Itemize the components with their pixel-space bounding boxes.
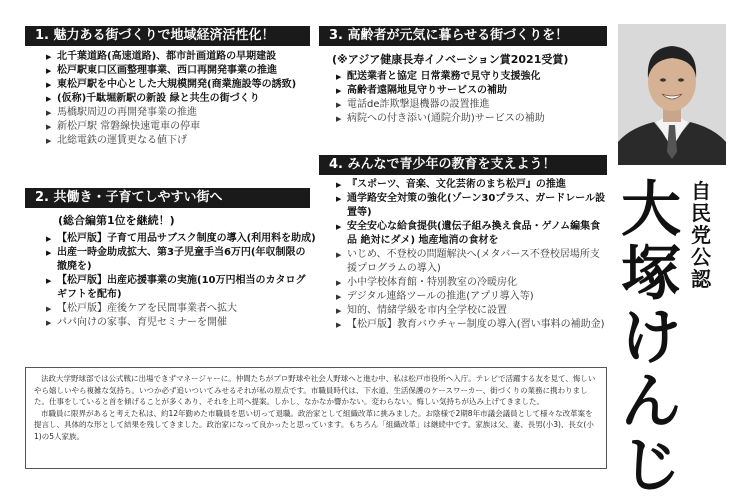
list-item: ▶ 北千葉道路(高速道路)、都市計画道路の早期建設	[46, 50, 310, 64]
candidate-name: 大塚けんじ	[621, 175, 681, 501]
list-item: ▶ 【松戸版】子育て用品サブスク制度の導入(利用料を助成)	[46, 232, 310, 246]
list-item: ▶ 電話de詐欺撃退機器の設置推進	[336, 98, 607, 112]
list-item: ▶ 【松戸版】教育バウチャー制度の導入(習い事料の補助金)	[336, 318, 607, 332]
biography-box	[25, 367, 607, 469]
section-3-list	[336, 70, 607, 126]
list-item: ▶ 東松戸駅を中心とした大規模開発(商業施設等の誘致)	[46, 78, 310, 92]
section-4-title: 4. みんなで青少年の教育を支えよう！	[319, 155, 607, 175]
list-item: ▶ 馬橋駅周辺の再開発事業の推進	[46, 106, 310, 120]
list-item: ▶ 『スポーツ、音楽、文化芸術のまち松戸』の推進	[336, 178, 607, 192]
party-endorsement: 自民党公認	[691, 179, 711, 291]
section-2-subtitle: (総合編第1位を継続！)	[58, 214, 175, 227]
section-2-title: 2. 共働き・子育てしやすい街へ	[25, 188, 310, 208]
list-item: ▶ 安全安心な給食提供(遺伝子組み換え食品・ゲノム編集食品 絶対にダメ) 地産地消の食材を	[336, 220, 607, 248]
section-1-title: 1. 魅力ある街づくりで地域経済活性化！	[25, 26, 310, 46]
section-4-list	[336, 178, 607, 332]
list-item: ▶ 松戸駅東口区画整理事業、西口再開発事業の推進	[46, 64, 310, 78]
candidate-photo	[618, 24, 726, 165]
list-item: ▶ 病院への付き添い(通院介助)サービスの補助	[336, 112, 607, 126]
section-1-list	[46, 50, 310, 148]
section-3-subtitle: (※アジア健康長寿イノベーション賞2021受賞)	[332, 53, 569, 66]
section-2-list	[46, 232, 316, 330]
list-item: ▶ 高齢者遠隔地見守りサービスの補助	[336, 84, 607, 98]
list-item: ▶ 出産一時金助成拡大、第3子児童手当6万円(年収制限の撤廃を)	[46, 246, 310, 274]
biography-paragraph-1: 法政大学野球部では公式戦に出場できずマネージャーに。仲間たちがプロ野球や社会人野球へと進む中、私は松戸市役所へ入庁。テレビで活躍する友を見て、悔しいやら嬉しいやら複雑な気持ち。いつか必ず追いついてみせるそれが私の原点です。市職員時代は、下水道、生活保護のケースワーカー、街づくりの業務に携わりました。仕事をしていると首を傾げることが多くあり、それを上司へ提案。しかし、なかなか響かない。変わらない。悔しい気持ちが込み上げてきました。	[34, 374, 596, 406]
list-item: ▶ 通学路安全対策の強化(ゾーン30プラス、ガードレール設置等)	[336, 192, 607, 220]
list-item: ▶ 【松戸版】出産応援事業の実施(10万円相当のカタログギフトを配布)	[46, 274, 310, 302]
list-item: ▶ パパ向けの家事、育児セミナーを開催	[46, 316, 310, 330]
list-item: ▶ 配送業者と協定 日常業務で見守り支援強化	[336, 70, 607, 84]
list-item: ▶ 知的、情緒学級を市内全学校に設置	[336, 304, 607, 318]
list-item: ▶ デジタル連絡ツールの推進(アプリ導入等)	[336, 290, 607, 304]
list-item: ▶ 小中学校体育館・特別教室の冷暖房化	[336, 276, 607, 290]
list-item: ▶ 【松戸版】産後ケアを民間事業者へ拡大	[46, 302, 310, 316]
list-item: ▶ いじめ、不登校の問題解決へ(メタバース不登校居場所支援プログラムの導入)	[336, 248, 607, 276]
list-item: ▶ 北総電鉄の運賃更なる値下げ	[46, 134, 310, 148]
section-3-title: 3. 高齢者が元気に暮らせる街づくりを！	[319, 26, 607, 46]
biography-paragraph-2: 市職員に限界があると考えた私は、約12年勤めた市職員を思い切って退職。政治家として組織改革に挑みました。お陰様で2期8年市議会議員として様々な改革案を提言し、具体的な形として結果を残してきました。政治家になって良かったと思っています。もちろん「組織改革」は継続中です。家族は父、妻、長男(小3)、長女(小1)の5人家族。	[34, 408, 594, 441]
list-item: ▶ (仮称)千駄堀新駅の新設 緑と共生の街づくり	[46, 92, 310, 106]
list-item: ▶ 新松戸駅 常磐線快速電車の停車	[46, 120, 310, 134]
candidate-portrait-illustration	[618, 24, 726, 165]
